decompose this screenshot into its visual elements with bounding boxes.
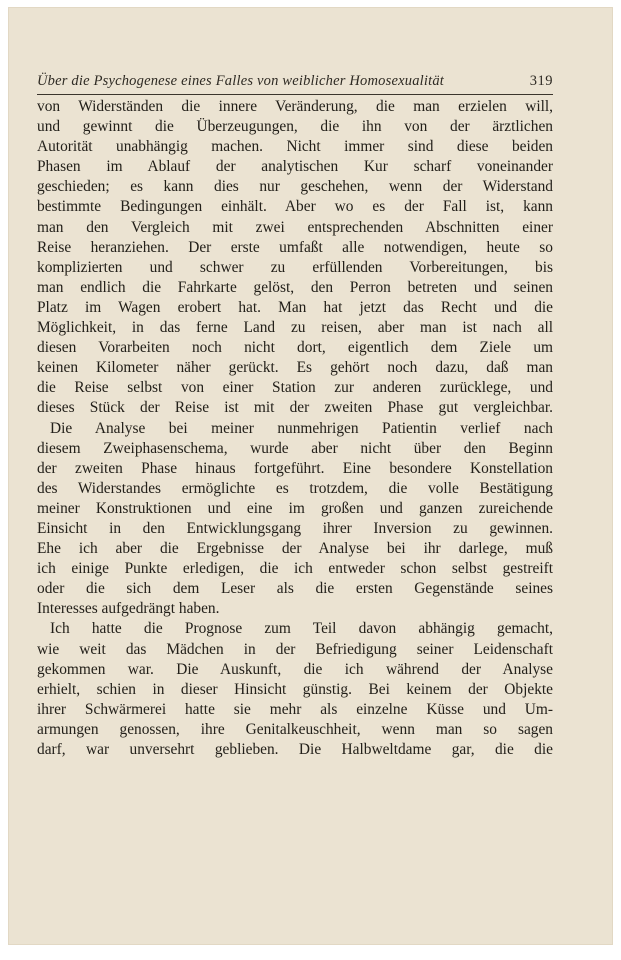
text-line: komplizierten und schwer zu erfüllenden Vorbereitungen, bis [37,258,553,276]
text-line: gekommen war. Die Auskunft, die ich während der Analyse [37,660,553,678]
text-line: Phasen im Ablauf der analytischen Kur scharf voneinander [37,158,553,176]
text-line: diesen Vorarbeiten noch nicht dort, eigentlich dem Ziele um [37,339,553,357]
text-line: Reise heranziehen. Der erste umfaßt alle notwendigen, heute so [37,238,553,256]
running-header [37,73,553,90]
text-line: der zweiten Phase hinaus fortgeführt. Eine besondere Konstellation [37,459,553,477]
header-rule [37,94,553,95]
text-line: wie weit das Mädchen in der Befriedigung seiner Leidenschaft [37,640,553,658]
text-line: ich einige Punkte erledigen, die ich entweder schon selbst gestreift [37,560,553,578]
text-line: Ehe ich aber die Ergebnisse der Analyse bei ihr darlege, muß [37,540,553,558]
text-line: man den Vergleich mit zwei entsprechenden Abschnitten einer [37,218,553,236]
text-line: Autorität unabhängig machen. Nicht immer sind diese beiden [37,138,553,156]
text-line: oder die sich dem Leser als die ersten Gegenstände seines [37,580,553,598]
text-line: und gewinnt die Überzeugungen, die ihn von der ärztlichen [37,118,553,136]
text-line: bestimmte Bedingungen einhält. Aber wo es der Fall ist, kann [37,198,553,216]
text-line: von Widerständen die innere Veränderung, die man erzielen will, [37,98,553,115]
text-line: erhielt, schien in dieser Hinsicht günstig. Bei keinem der Objekte [37,680,553,698]
text-line: darf, war unversehrt geblieben. Die Halbweltdame gar, die die [37,741,553,758]
text-line: ihrer Schwärmerei hatte sie mehr als einzelne Küsse und Um- [37,700,553,718]
text-line: armungen genossen, ihre Genitalkeuschheit, wenn man so sagen [37,720,553,738]
text-line: Ich hatte die Prognose zum Teil davon abhängig gemacht, [50,620,553,638]
text-line: Möglichkeit, in das ferne Land zu reisen, aber man ist nach all [37,319,553,337]
text-line: meiner Konstruktionen und eine im großen und ganzen zureichende [37,499,553,517]
text-line: Die Analyse bei meiner nunmehrigen Patientin verlief nach [50,419,553,437]
running-title: Über die Psychogenese eines Falles von weiblicher Homosexualität [37,73,445,89]
book-page [8,7,613,945]
text-line: Einsicht in den Entwicklungsgang ihrer Inversion zu gewinnen. [37,519,553,537]
text-line: diesem Zweiphasenschema, wurde aber nicht über den Beginn [37,439,553,457]
body-text [37,97,553,760]
text-line: dieses Stück der Reise ist mit der zweiten Phase gut vergleichbar. [37,399,553,417]
text-line: des Widerstandes ermöglichte es trotzdem, die volle Bestätigung [37,479,553,497]
text-line: die Reise selbst von einer Station zur anderen zurücklege, und [37,379,553,397]
text-line: Platz im Wagen erobert hat. Man hat jetzt das Recht und die [37,298,553,316]
page-number: 319 [529,73,553,89]
text-line: geschieden; es kann dies nur geschehen, wenn der Widerstand [37,178,553,196]
text-line: keinen Kilometer näher gerückt. Es gehört noch dazu, daß man [37,359,553,377]
text-line: Interesses aufgedrängt haben. [37,600,220,618]
text-line: man endlich die Fahrkarte gelöst, den Perron betreten und seinen [37,278,553,296]
